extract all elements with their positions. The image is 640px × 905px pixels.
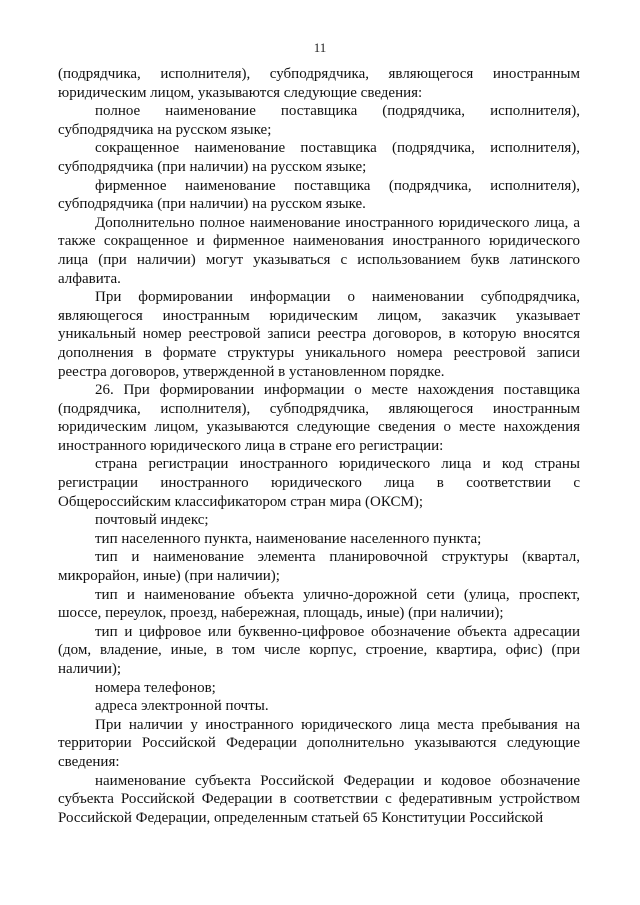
paragraph: наименование субъекта Российской Федерации и кодовое обозначение субъекта Российской Федерации в соответствии с федеративным устройством Российской Федерации, определенным статьей 65 Конституции Российской (58, 772, 580, 826)
paragraph: номера телефонов; (95, 679, 216, 696)
paragraph: тип и наименование объекта улично-дорожной сети (улица, проспект, шоссе, переулок, проезд, набережная, площадь, иные) (при наличии); (58, 586, 580, 622)
paragraph: (подрядчика, исполнителя), субподрядчика, являющегося иностранным юридическим лицом, указываются следующие сведения: (58, 66, 580, 101)
paragraph: сокращенное наименование поставщика (подрядчика, исполнителя), субподрядчика (при наличии) на русском языке; (58, 140, 580, 175)
paragraph: страна регистрации иностранного юридического лица и код страны регистрации иностранного юридического лица в соответствии с Общероссийским классификатором стран мира (ОКСМ); (58, 456, 580, 510)
paragraph: тип и наименование элемента планировочной структуры (квартал, микрорайон, иные) (при наличии); (58, 549, 580, 585)
paragraph: тип и цифровое или буквенно-цифровое обозначение объекта адресации (дом, владение, иные, в том числе корпус, строение, квартира, офис) (при наличии); (58, 623, 580, 677)
paragraph: фирменное наименование поставщика (подрядчика, исполнителя), субподрядчика (при наличии) на русском языке. (58, 177, 580, 213)
paragraph: тип населенного пункта, наименование населенного пункта; (95, 530, 482, 547)
document-body (58, 65, 580, 827)
page-number: 11 (313, 40, 327, 55)
paragraph: Дополнительно полное наименование иностранного юридического лица, а также сокращенное и фирменное наименования иностранного юридического лица (при наличии) могут указываться с использованием букв латинского алфавита. (58, 214, 580, 287)
paragraph: почтовый индекс; (95, 512, 209, 529)
paragraph: При наличии у иностранного юридического лица места пребывания на территории Российской Федерации дополнительно указываются следующие сведения: (58, 716, 580, 770)
paragraph: 26. При формировании информации о месте нахождения поставщика (подрядчика, исполнителя), субподрядчика, являющегося иностранным юридическим лицом, указываются следующие сведения о месте нахождения иностранного юридического лица в стране его регистрации: (58, 382, 580, 454)
paragraph: При формировании информации о наименовании субподрядчика, являющегося иностранным юридическим лицом, заказчик указывает уникальный номер реестровой записи реестра договоров, в которую вносятся дополнения в формате структуры уникального номера реестровой записи реестра договоров, утвержденной в установленном порядке. (58, 289, 580, 380)
paragraph: полное наименование поставщика (подрядчика, исполнителя), субподрядчика на русском языке; (58, 103, 580, 138)
paragraph: адреса электронной почты. (95, 698, 269, 715)
